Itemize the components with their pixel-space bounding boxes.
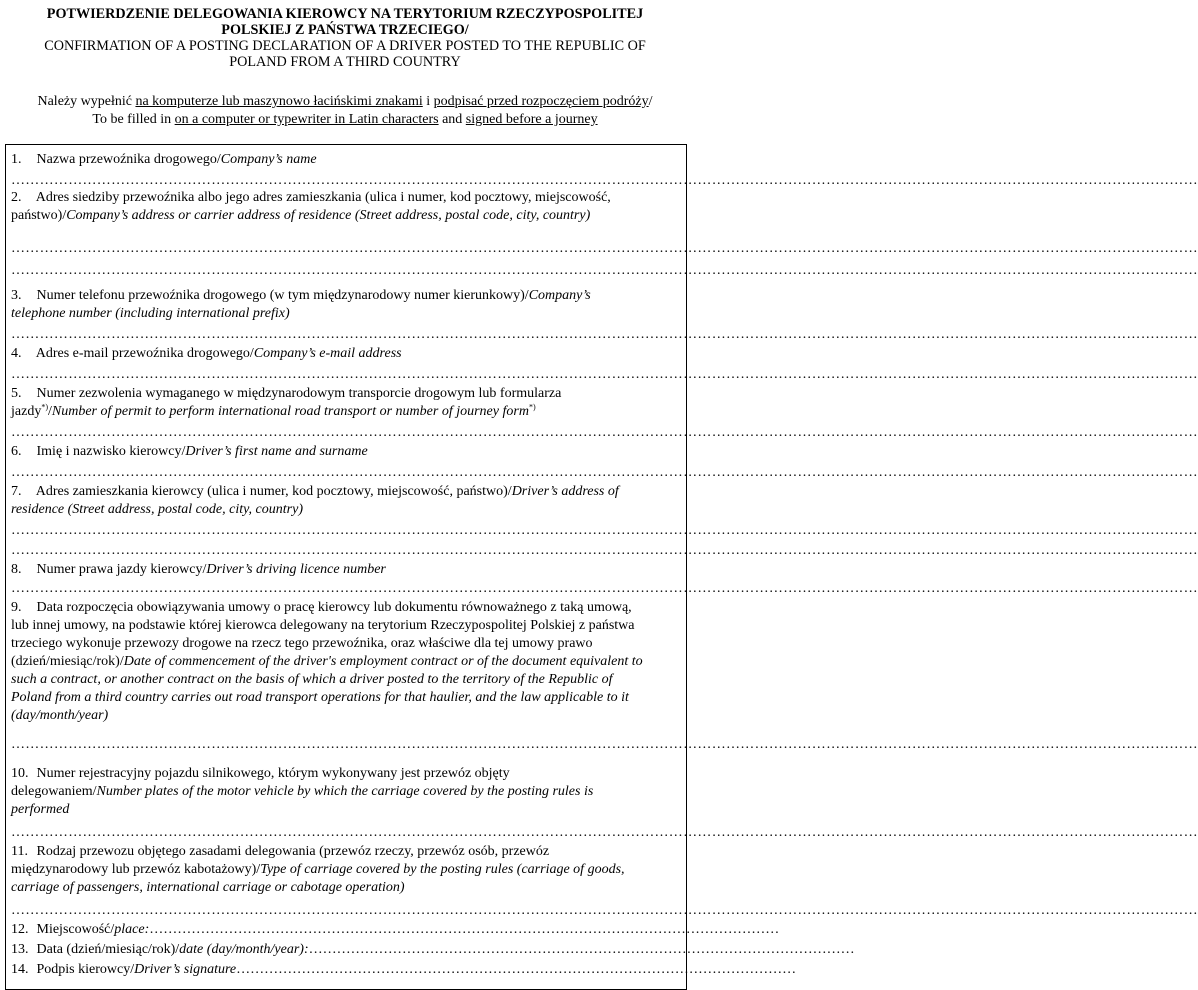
field-label-separator: /	[48, 404, 52, 419]
title-polish	[40, 6, 650, 38]
field-5-label	[11, 385, 677, 421]
field-14-label	[11, 961, 797, 979]
field-label-pl: Miejscowość/	[36, 922, 115, 937]
instr-pl-suffix: /	[648, 94, 653, 109]
field-label-pl: Podpis kierowcy/	[36, 962, 135, 977]
field-label-en: Poland from a third country carries out road transport operations for that haulier, and the law applicable to it	[11, 690, 629, 705]
field-label-en: Driver’s address of	[511, 484, 619, 499]
field-label-pl: Rodzaj przewozu objętego zasadami delegowania (przewóz rzeczy, przewóz osób, przewóz	[36, 844, 550, 859]
field-number: 12.	[11, 922, 29, 937]
field-8-input-line[interactable]	[11, 581, 677, 597]
field-label-pl: państwo)/	[11, 208, 67, 223]
field-5-input-line[interactable]	[11, 425, 677, 441]
field-number: 11.	[11, 844, 28, 859]
field-number: 7.	[11, 484, 22, 499]
field-number: 9.	[11, 600, 22, 615]
footnote-marker: *)	[528, 402, 536, 412]
field-label-pl: Adres zamieszkania kierowcy (ulica i numer, kod pocztowy, miejscowość, państwo)/	[35, 484, 512, 499]
field-label-pl: Numer zezwolenia wymaganego w międzynarodowym transporcie drogowym lub formularza	[36, 386, 562, 401]
field-label-en: Type of carriage covered by the posting rules (carriage of goods,	[260, 862, 625, 877]
field-label-pl: jazdy	[11, 404, 42, 419]
title-polish-line1: POTWIERDZENIE DELEGOWANIA KIEROWCY NA TERYTORIUM RZECZYPOSPOLITEJ	[46, 6, 644, 22]
field-label-en: Driver’s driving licence number	[206, 562, 386, 577]
instructions-english	[0, 111, 690, 129]
field-1-input-line[interactable]	[11, 173, 677, 189]
instr-pl-underlined1: na komputerze lub maszynowo łacińskimi znakami	[135, 94, 423, 109]
field-label-pl: międzynarodowy lub przewóz kabotażowy)/	[11, 862, 261, 877]
field-number: 2.	[11, 190, 22, 205]
field-label-en: (day/month/year)	[11, 708, 109, 723]
field-7-input-line-2[interactable]	[11, 543, 677, 559]
field-10-label	[11, 765, 677, 819]
field-label-pl: delegowaniem/	[11, 784, 97, 799]
field-10-input-line[interactable]	[11, 825, 677, 841]
instr-pl-prefix: Należy wypełnić	[37, 94, 136, 109]
field-label-en: place:	[114, 922, 150, 937]
field-label-en: residence (Street address, postal code, city, country)	[11, 502, 303, 517]
field-label-pl: Adres e-mail przewoźnika drogowego/	[35, 346, 254, 361]
field-7-label	[11, 483, 677, 519]
field-2-label	[11, 189, 677, 225]
field-label-en: Company’s	[528, 288, 591, 303]
field-9-input-line[interactable]	[11, 737, 677, 753]
field-3-label	[11, 287, 677, 323]
footnote-marker: *)	[41, 402, 48, 412]
field-number: 13.	[11, 942, 29, 957]
field-4-input-line[interactable]	[11, 367, 677, 383]
field-number: 6.	[11, 444, 22, 459]
field-label-en: Company’s address or carrier address of residence (Street address, postal code, city, country)	[66, 208, 591, 223]
field-11-input-line[interactable]	[11, 903, 677, 919]
title-polish-line2: POLSKIEJ Z PAŃSTWA TRZECIEGO/	[221, 22, 469, 38]
instr-pl-mid: i	[422, 94, 434, 109]
field-8-label	[11, 561, 677, 579]
field-label-en: Driver’s first name and surname	[185, 444, 368, 459]
field-1-label	[11, 151, 677, 169]
field-label-pl: Numer prawa jazdy kierowcy/	[36, 562, 207, 577]
field-label-pl: Data rozpoczęcia obowiązywania umowy o pracę kierowcy lub dokumentu równoważnego z taką umową,	[36, 600, 632, 615]
field-12-input-line[interactable]: ………………………………………………………………………………………………………………………	[149, 922, 780, 937]
field-label-en: Number of permit to perform international road transport or number of journey form	[51, 404, 529, 419]
field-3-input-line[interactable]	[11, 327, 677, 343]
document-header	[0, 6, 690, 70]
field-label-pl: Imię i nazwisko kierowcy/	[36, 444, 186, 459]
field-label-pl: Adres siedziby przewoźnika albo jego adres zamieszkania (ulica i numer, kod pocztowy, miejscowość,	[35, 190, 611, 205]
field-number: 14.	[11, 962, 29, 977]
field-label-en: Company’s e-mail address	[253, 346, 402, 361]
field-7-input-line-1[interactable]	[11, 523, 677, 539]
field-label-en: Driver’s signature	[134, 962, 237, 977]
field-label-en: such a contract, or another contract on the basis of which a driver posted to the territory of the Republic of	[11, 672, 613, 687]
field-number: 10.	[11, 766, 29, 781]
field-number: 3.	[11, 288, 22, 303]
field-number: 1.	[11, 152, 22, 167]
instr-en-prefix: To be filled in	[92, 112, 175, 127]
field-13-label	[11, 941, 855, 959]
field-14-input-line[interactable]: …………………………………………………………………………………………………………	[236, 962, 797, 977]
field-2-input-line-2[interactable]	[11, 263, 677, 279]
field-label-en: Number plates of the motor vehicle by which the carriage covered by the posting rules is	[96, 784, 594, 799]
instructions	[0, 93, 690, 129]
form-box	[5, 144, 855, 990]
field-number: 5.	[11, 386, 22, 401]
field-6-input-line[interactable]	[11, 465, 677, 481]
field-label-pl: Nazwa przewoźnika drogowego/	[36, 152, 221, 167]
field-12-label	[11, 921, 780, 939]
field-label-pl: Numer rejestracyjny pojazdu silnikowego, którym wykonywany jest przewóz objęty	[36, 766, 510, 781]
field-label-en: telephone number (including international prefix)	[11, 306, 290, 321]
field-4-label	[11, 345, 677, 363]
field-9-label	[11, 599, 677, 725]
field-label-pl: (dzień/miesiąc/rok)/	[11, 654, 124, 669]
field-label-pl: Data (dzień/miesiąc/rok)/	[36, 942, 180, 957]
field-label-en: Company’s name	[220, 152, 317, 167]
instr-pl-underlined2: podpisać przed rozpoczęciem podróży	[433, 94, 649, 109]
field-11-label	[11, 843, 677, 897]
title-english	[20, 38, 670, 70]
field-label-en: performed	[11, 802, 70, 817]
field-label-pl: Numer telefonu przewoźnika drogowego (w tym międzynarodowy numer kierunkowy)/	[36, 288, 529, 303]
field-number: 8.	[11, 562, 22, 577]
field-6-label	[11, 443, 677, 461]
field-label-en: carriage of passengers, international carriage or cabotage operation)	[11, 880, 405, 895]
instr-en-mid: and	[438, 112, 466, 127]
title-english-line1: CONFIRMATION OF A POSTING DECLARATION OF A DRIVER POSTED TO THE REPUBLIC OF	[44, 38, 646, 54]
field-label-en: Date of commencement of the driver's employment contract or of the document equivalent to	[123, 654, 643, 669]
instr-en-underlined1: on a computer or typewriter in Latin characters	[174, 112, 439, 127]
field-label-pl: lub innej umowy, na podstawie której kierowca delegowany na terytorium Rzeczypospolitej Polskiej z państwa	[11, 618, 635, 633]
field-label-en: date (day/month/year):	[179, 942, 309, 957]
title-english-line2: POLAND FROM A THIRD COUNTRY	[229, 54, 461, 70]
field-number: 4.	[11, 346, 22, 361]
field-label-pl: trzeciego wykonuje przewozy drogowe na rzecz tego przewoźnika, oraz właściwe dla tej umowy prawo	[11, 636, 593, 651]
field-2-input-line-1[interactable]	[11, 241, 677, 257]
instr-en-underlined2: signed before a journey	[465, 112, 598, 127]
instructions-polish	[0, 93, 690, 111]
field-13-input-line[interactable]: ………………………………………………………………………………………………………	[308, 942, 855, 957]
